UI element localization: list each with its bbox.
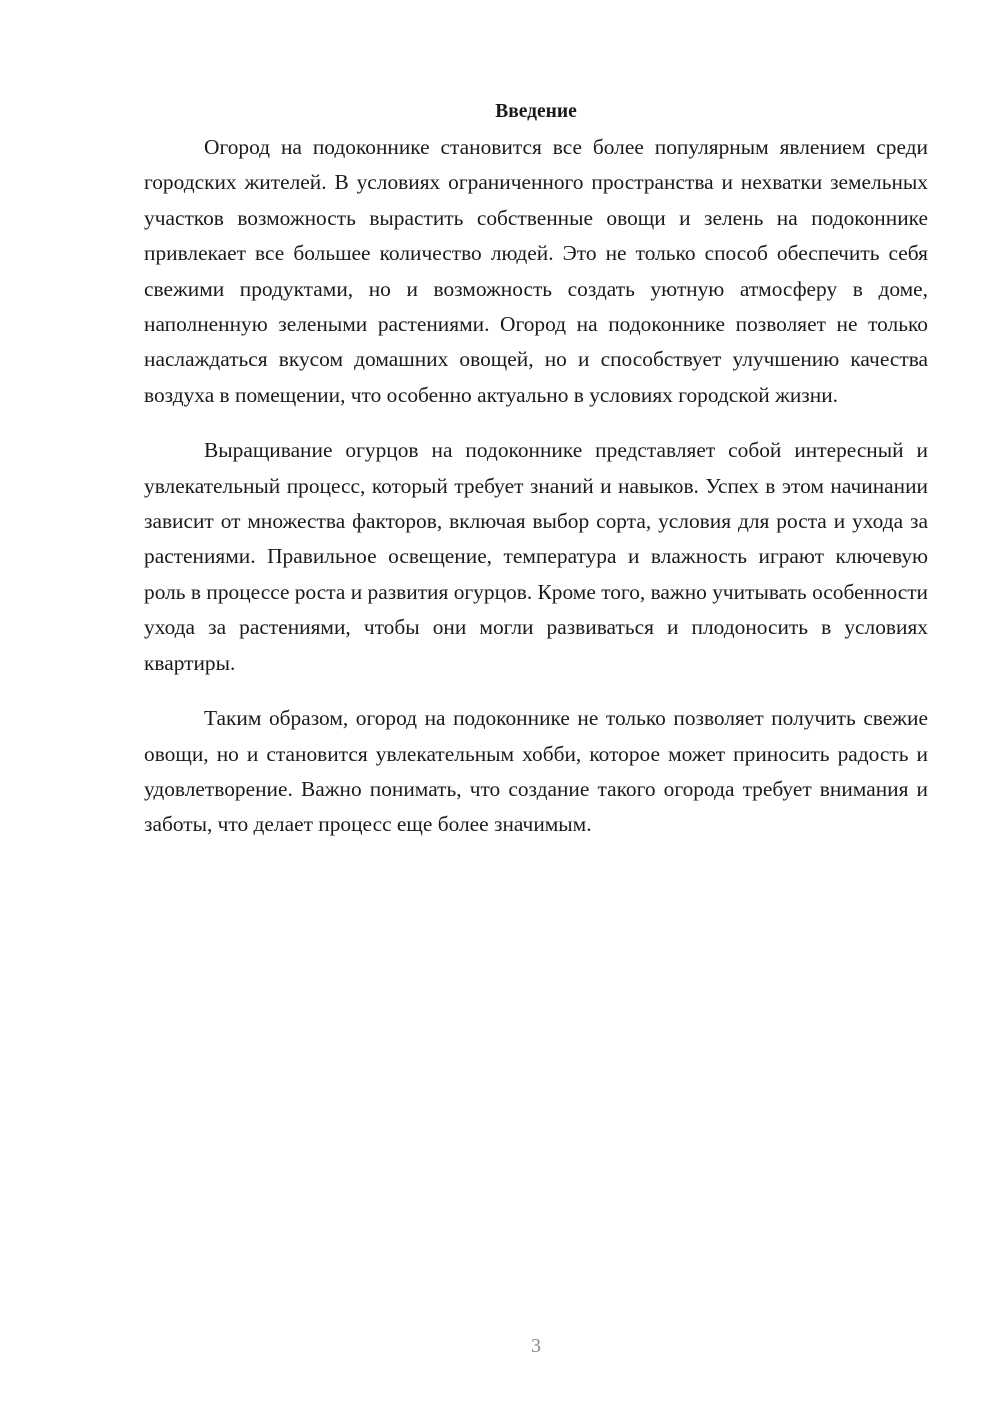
page-content (144, 94, 928, 843)
paragraph-cucumbers: Выращивание огурцов на подоконнике представляет собой интересный и увлекательный процесс, который требует знаний и навыков. Успех в этом начинании зависит от множества факторов, включая выбор сорта, условия для роста и ухода за растениями. Правильное освещение, температура и влажность играют ключевую роль в процессе роста и развития огурцов. Кроме того, важно учитывать особенности ухода за растениями, чтобы они могли развиваться и плодоносить в условиях квартиры. (144, 438, 928, 675)
paragraph-conclusion: Таким образом, огород на подоконнике не только позволяет получить свежие овощи, но и становится увлекательным хобби, которое может приносить радость и удовлетворение. Важно понимать, что создание такого огорода требует внимания и заботы, что делает процесс еще более значимым. (144, 706, 928, 837)
page-number: 3 (531, 1335, 541, 1357)
paragraph-intro: Огород на подоконнике становится все более популярным явлением среди городских жителей. В условиях ограниченного пространства и нехватки земельных участков возможность вырастить собственные овощи и зелень на подоконнике привлекает все большее количество людей. Это не только способ обеспечить себя свежими продуктами, но и возможность создать уютную атмосферу в доме, наполненную зелеными растениями. Огород на подоконнике позволяет не только наслаждаться вкусом домашних овощей, но и способствует улучшению качества воздуха в помещении, что особенно актуально в условиях городской жизни. (144, 135, 928, 407)
section-heading: Введение (495, 101, 577, 122)
